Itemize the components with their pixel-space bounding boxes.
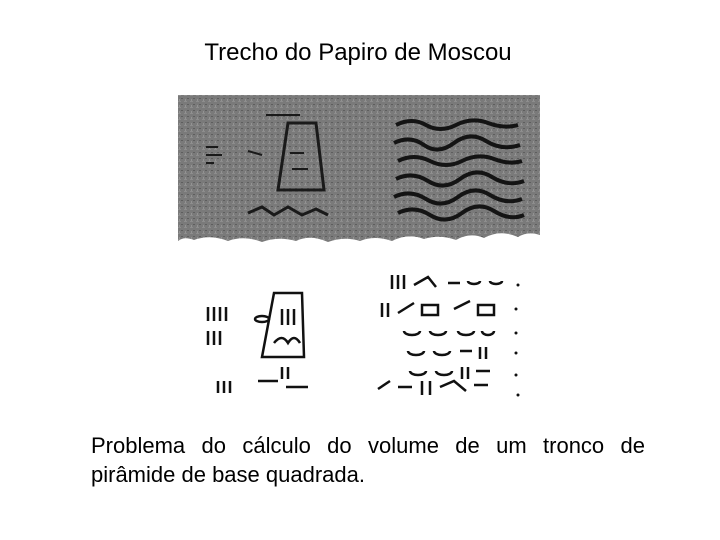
- papyrus-image: [178, 95, 540, 403]
- figure-caption: Problema do cálculo do volume de um tronco de pirâmide de base quadrada.: [91, 433, 645, 487]
- papyrus-photo: [178, 95, 540, 242]
- papyrus-figure: [178, 95, 540, 403]
- hieroglyphic-transcription: [178, 243, 540, 403]
- slide-title: Trecho do Papiro de Moscou: [204, 39, 512, 66]
